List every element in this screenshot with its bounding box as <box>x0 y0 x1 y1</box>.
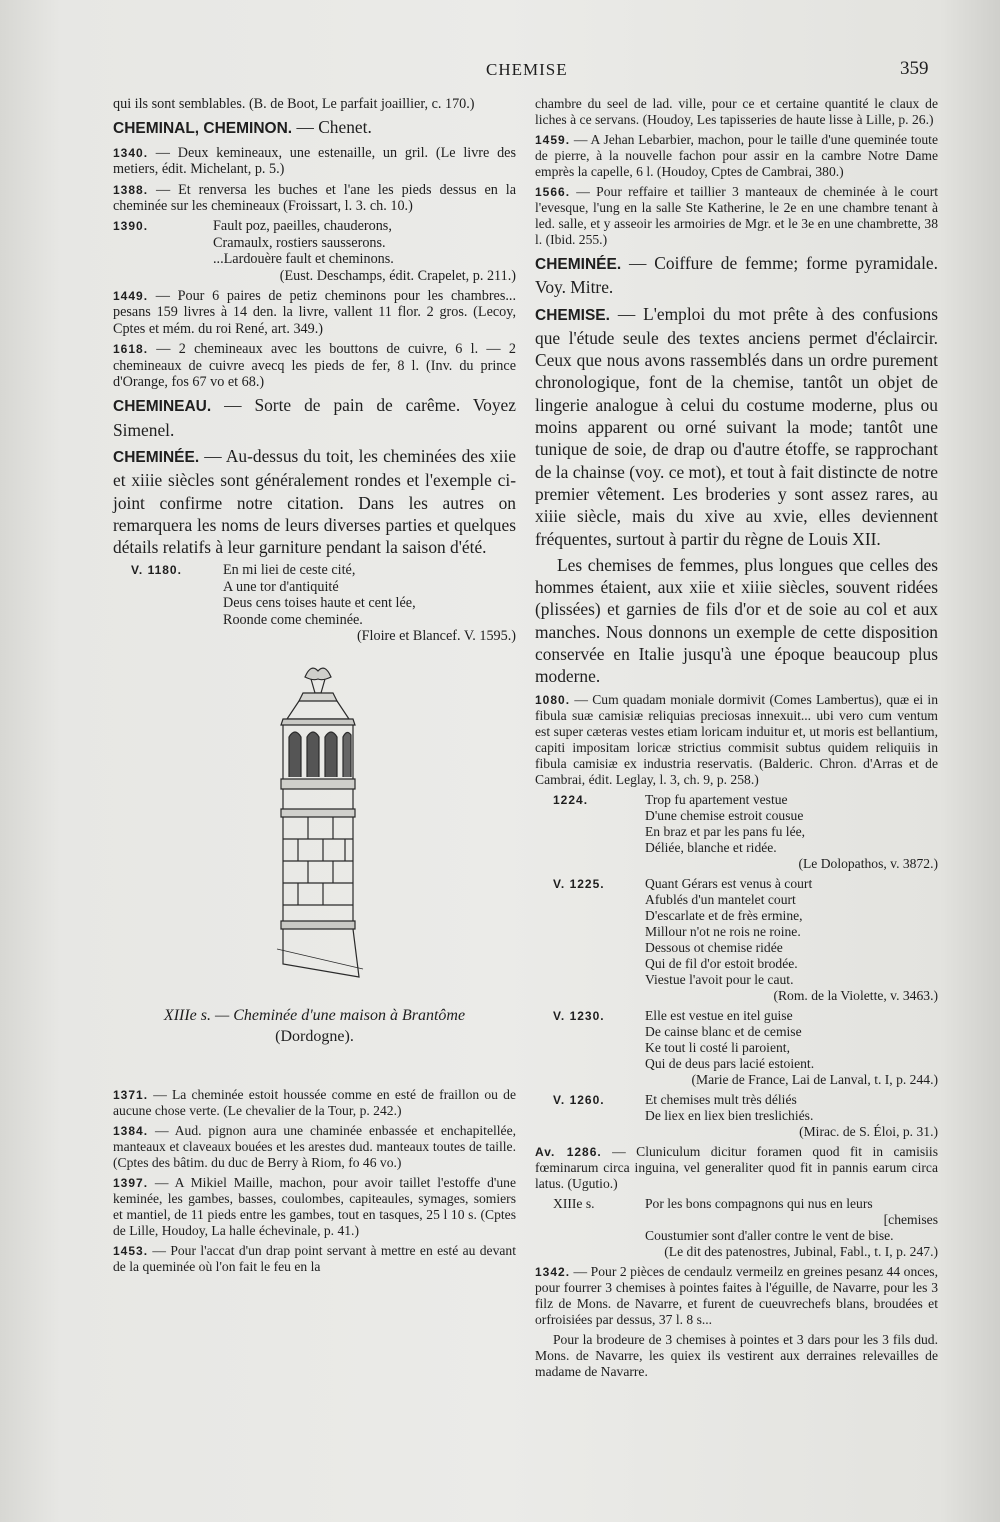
verse-line: Fault poz, paeilles, chauderons, <box>213 218 392 235</box>
verse-1390 <box>113 218 516 284</box>
entry-cheminee <box>113 445 516 558</box>
verse-label: V. 1180. <box>131 563 182 578</box>
chimney-engraving-image <box>263 659 373 989</box>
citation-text: — A Mikiel Maille, machon, pour avoir taillet l'estoffe d'une keminée, les gambes, basses, coulombes, capiteaules, symages, somiers et mantiel, de 11 pieds entre les gambes, tout en tasques, 25 l 10 s. (Cptes de Lille, Houdoy, La halle échevinale, p. 41.) <box>113 1174 516 1238</box>
citation-1618 <box>113 341 516 390</box>
citation-text: — Pour reffaire et taillier 3 manteaux de cheminée à le court l'evesque, l'ung en la salle Ste Katherine, le 2e en une chambre tenant à led. salle, et y asseoir les armoiries de Mgr. et le 3e en une chambrette, 38 l. (Ibid. 255.) <box>535 184 938 247</box>
verse-label: V. 1230. <box>553 1008 605 1023</box>
verse-line: En braz et par les pans fu lée, <box>645 823 806 839</box>
headword: CHEMISE. <box>535 306 610 324</box>
entry-chemise <box>535 303 938 550</box>
verse-line: De liex en liex bien treslichiés. <box>645 1107 814 1123</box>
headword: CHEMINAL, CHEMINON. <box>113 120 293 138</box>
citation-text: — Et renversa les buches et l'ane les pieds dessus en la cheminée sur les chemineaux (Froissart, l. 3. ch. 10.) <box>113 181 516 214</box>
headword: CHEMINÉE. <box>535 256 622 273</box>
entry-cheminee-coiffure <box>535 252 938 299</box>
definition: — Chenet. <box>292 117 372 138</box>
citation-text: — Cum quadam moniale dormivit (Comes Lambertus), quæ ei in fibula suæ camisiæ reliquias preciosas innexuit... ubi vero cum ventum est super cæteras vestes etiam loricam induitur et, ut moris est bellantium, capiti impositam loricæ strictius commisit subtus quidem reliquiis in fibula camisiæ ex industria reservatis. (Balderic. Chron. d'Arras et de Cambrai, édit. Leglay, l. 3, ch. 9, p. 258.) <box>535 691 938 787</box>
verse-label: 1390. <box>113 219 149 234</box>
chimney-illustration <box>113 659 516 999</box>
definition: — Sorte de pain de carême. Voyez Simenel. <box>113 395 516 440</box>
citation-text: — Cluniculum dicitur foramen quod fit in camisiis fœminarum circa inguina, vel generaliter quod fit in pannis earum circa latus. (Ugutio.) <box>535 1143 938 1191</box>
citation-text: — La cheminée estoit houssée comme en esté de fraillon ou de aucune chose verte. (Le chevalier de la Tour, p. 242.) <box>113 1086 516 1118</box>
verse-line: Elle est vestue en itel guise <box>645 1007 793 1023</box>
verse-label: V. 1260. <box>553 1092 605 1107</box>
citation-text: — A Jehan Lebarbier, machon, pour le taille d'une queminée toute de pierre, à la nouvelle fachon pour assir en la cambre Notre Dame emprès la capelle, 6 l. (Houdoy, Cptes de Cambrai, 380.) <box>535 132 938 179</box>
citation-text: — Deux kemineaux, une estenaille, un gril. (Le livre des metiers, édit. Michelant, p. 5.) <box>113 144 516 178</box>
verse-line: Deus cens toises haute et cent lée, <box>223 595 416 612</box>
verse-source: (Le dit des patenostres, Jubinal, Fabl., t. I, p. 247.) <box>664 1243 938 1259</box>
citation-text: — 2 chemineaux avec les bouttons de cuivre, 6 l. — 2 chemineaux de cuivre avecq les pieds de fer, 8 l. (Inv. du prince d'Orange, fos 67 vo et 68.) <box>113 341 516 390</box>
left-column <box>113 96 516 1279</box>
verse-label: V. 1225. <box>553 876 605 891</box>
verse-line: Afublés d'un mantelet court <box>645 891 796 907</box>
caption-line: XIIIe s. — Cheminée d'une maison à Brantôme <box>163 1006 466 1024</box>
verse-line: Qui de fil d'or estoit brodée. <box>645 955 798 971</box>
citation-1388 <box>113 182 516 215</box>
entry-cheminal <box>113 116 516 140</box>
verse-line: D'escarlate et de frès ermine, <box>645 907 803 923</box>
citation-1453 <box>113 1243 516 1275</box>
headword: CHEMINÉE. <box>113 448 200 466</box>
citation-text: — Pour 2 pièces de cendaulz vermeilz en greines pesanz 44 onces, pour fourrer 3 chemises à pointes faites à l'éguille, de Navarre, pour les 3 filz de Mons. de Navarre, et furent de cueuvrechefs blans, broudées et orfroisiées par dessus, 37 l. 8 s... <box>535 1263 938 1327</box>
entry-chemineau <box>113 394 516 441</box>
verse-line: Quant Gérars est venus à court <box>645 875 813 891</box>
definition: — Au-dessus du toit, les cheminées des xiie et xiiie siècles sont généralement rondes et l'exemple ci-joint confirme notre citation. Dans les autres on remarquera les noms de leurs diverses parties et quelques détails relatifs à leur garniture pendant la saison d'été. <box>113 445 516 558</box>
verse-line: A une tor d'antiquité <box>223 578 339 595</box>
citation-1342-continued: Pour la brodeure de 3 chemises à pointes et 3 dars pour les 3 fils dud. Mons. de Navarre, les quiex ils vestirent aux derraines relevailles de madame de Navarre. <box>535 1331 938 1379</box>
verse-line: Déliée, blanche et ridée. <box>645 839 777 855</box>
verse-1230 <box>535 1008 938 1088</box>
citation-year: 1080. <box>535 692 571 707</box>
verse-source: (Le Dolopathos, v. 3872.) <box>798 855 938 871</box>
citation-year: Av. 1286. <box>535 1144 602 1159</box>
figure-caption <box>113 1005 516 1047</box>
verse-label: XIIIe s. <box>553 1195 595 1211</box>
running-head: CHEMISE <box>486 60 568 79</box>
verse-line: Trop fu apartement vestue <box>645 791 788 807</box>
citation-1384 <box>113 1123 516 1171</box>
citation-year: 1340. <box>113 145 149 160</box>
verse-line: Et chemises mult très déliés <box>645 1091 797 1107</box>
verse-1225 <box>535 876 938 1004</box>
continuation-text: chambre du seel de lad. ville, pour ce et certaine quantité le claux de liches à ce servans. (Houdoy, Les tapisseries de haute lisse à Lille, p. 26.) <box>535 96 938 127</box>
citation-year: 1397. <box>113 1175 149 1190</box>
verse-line: Por les bons compagnons qui nus en leurs <box>645 1195 873 1211</box>
citation-1449 <box>113 288 516 337</box>
citation-year: 1342. <box>535 1264 571 1279</box>
citation-year: 1453. <box>113 1243 149 1258</box>
citation-1566 <box>535 184 938 248</box>
verse-source: (Mirac. de S. Éloi, p. 31.) <box>799 1123 938 1139</box>
citation-year: 1449. <box>113 288 149 303</box>
verse-1180 <box>113 562 516 644</box>
citation-text: — Pour 6 paires de petiz cheminons pour les chambres... pesans 159 livres à 14 den. la livre, vallent 11 flor. 2 gros. (Lecoy, Cptes et mém. du roi René, art. 349.) <box>113 287 516 337</box>
citation-year: 1384. <box>113 1123 149 1138</box>
verse-line: ...Lardouère fault et cheminons. <box>213 251 394 268</box>
citation-year: 1371. <box>113 1087 149 1102</box>
citation-1371 <box>113 1087 516 1119</box>
citation-1342 <box>535 1264 938 1328</box>
verse-line: D'une chemise estroit cousue <box>645 807 804 823</box>
verse-1260 <box>535 1092 938 1140</box>
verse-label: 1224. <box>553 792 589 807</box>
page-number: 359 <box>900 58 929 79</box>
citation-text: — Aud. pignon aura une chaminée enbassée et enchapitellée, manteaux et claveaux bouées et les arestes dud. manteaux toutes de taille. (Cptes des bâtim. du duc de Berry à Riom, fo 46 vo.) <box>113 1122 516 1170</box>
verse-line: Millour n'ot ne rois ne roine. <box>645 923 801 939</box>
citation-year: 1566. <box>535 185 571 199</box>
chemise-paragraph-2: Les chemises de femmes, plus longues que celles des hommes étaient, aux xiie et xiiie siècles, souvent ridées (plissées) et garnies de fils d'or et de soie au col et aux manches. Nous donnons un exemple de cette disposition conservée en Italie jusqu'à une époque beaucoup plus moderne. <box>535 554 938 687</box>
caption-line: (Dordogne). <box>275 1027 354 1045</box>
verse-line: En mi liei de ceste cité, <box>223 562 356 579</box>
verse-line: [chemises <box>883 1211 938 1227</box>
verse-1224 <box>535 792 938 872</box>
citation-1080 <box>535 692 938 788</box>
headword: CHEMINEAU. <box>113 398 212 416</box>
verse-source: (Floire et Blancef. V. 1595.) <box>356 628 516 645</box>
citation-1459 <box>535 132 938 180</box>
verse-line: Coustumier sont d'aller contre le vent de bise. <box>645 1227 894 1243</box>
verse-line: Viestue l'avoit pour le caut. <box>645 971 794 987</box>
verse-line: De cainse blanc et de cemise <box>645 1023 802 1039</box>
citation-year: 1618. <box>113 342 149 357</box>
verse-source: (Marie de France, Lai de Lanval, t. I, p. 244.) <box>691 1071 938 1087</box>
citation-1286 <box>535 1144 938 1192</box>
verse-13th-century <box>535 1196 938 1260</box>
verse-line: Cramaulx, rostiers sausserons. <box>213 234 386 251</box>
continuation-text: qui ils sont semblables. (B. de Boot, Le parfait joaillier, c. 170.) <box>113 96 475 112</box>
citation-1397 <box>113 1175 516 1239</box>
definition: — L'emploi du mot prête à des confusions que l'étude seule des textes anciens permet d'éclaircir. Ceux que nous avons rassemblés dans un ordre purement chronologique, font de la chemise, tantôt un objet de lingerie analogue à celui du costume moderne, plus ou moins apparent ou orné suivant la mode; tantôt une tunique de soie, de drap ou d'autre étoffe, se rapprochant de la chainse (voy. ce mot), et tout à fait distincte de notre premier vêtement. Les broderies y sont assez rares, au xiiie siècle, mais du xive au xvie, elles deviennent fréquentes, surtout à partir du règne de Louis XII. <box>535 303 938 549</box>
verse-source: (Rom. de la Violette, v. 3463.) <box>773 987 938 1003</box>
citation-year: 1388. <box>113 182 149 197</box>
right-column <box>535 96 938 1384</box>
definition: — Coiffure de femme; forme pyramidale. Voy. Mitre. <box>535 253 938 298</box>
verse-line: Roonde come cheminée. <box>223 611 363 628</box>
citation-year: 1459. <box>535 133 571 147</box>
citation-1340 <box>113 145 516 178</box>
verse-line: Dessous ot chemise ridée <box>645 939 783 955</box>
verse-source: (Eust. Deschamps, édit. Crapelet, p. 211.) <box>279 267 516 284</box>
citation-text: — Pour l'accat d'un drap point servant à mettre en esté au devant de la queminée où l'on fait le feu en la <box>113 1242 516 1274</box>
verse-line: Ke tout li costé li paroient, <box>645 1039 790 1055</box>
verse-line: Qui de deus pars lacié estoient. <box>645 1055 815 1071</box>
